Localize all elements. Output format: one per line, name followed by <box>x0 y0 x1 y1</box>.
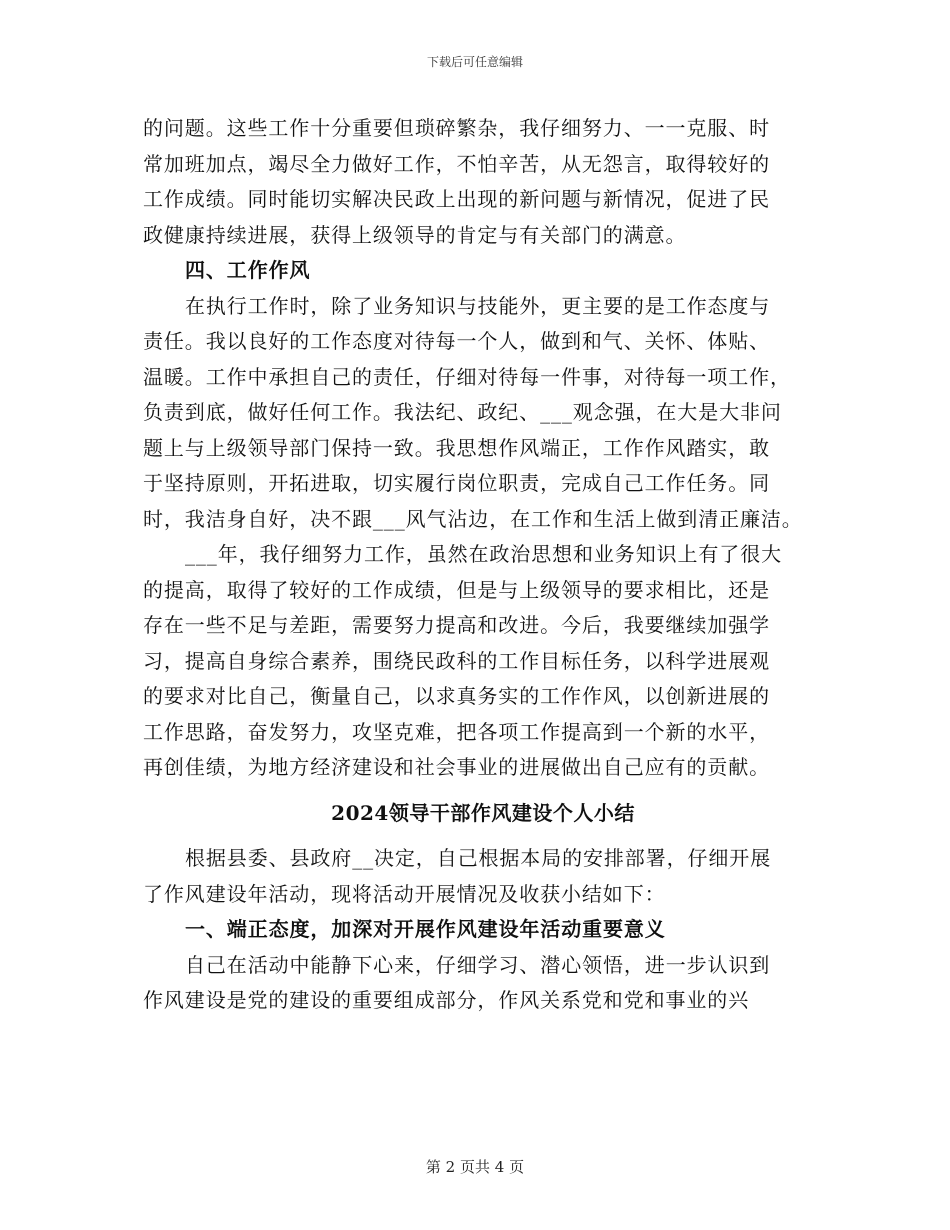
page-header-note: 下载后可任意编辑 <box>426 55 523 69</box>
paragraph-line: 负责到底，做好任何工作。我法纪、政纪、___观念强，在大是大非问 <box>143 400 782 424</box>
paragraph-line: 于坚持原则，开拓进取，切实履行岗位职责，完成自己工作任务。同 <box>143 471 770 495</box>
paragraph-line: 作风建设是党的建设的重要组成部分，作风关系党和党和事业的兴 <box>143 988 750 1012</box>
paragraph-line: 的问题。这些工作十分重要但琐碎繁杂，我仔细努力、一一克服、时 <box>143 116 770 140</box>
paragraph-line: 的提高，取得了较好的工作成绩，但是与上级领导的要求相比，还是 <box>143 577 770 602</box>
paragraph-line: 时，我洁身自好，决不跟___风气沾边，在工作和生活上做到清正廉洁。 <box>143 506 803 531</box>
paragraph-line: 在执行工作时，除了业务知识与技能外，更主要的是工作态度与 <box>185 293 771 318</box>
document-title: 2024领导干部作风建设个人小结 <box>331 800 635 825</box>
paragraph-line: 再创佳绩，为地方经济建设和社会事业的进展做出自己应有的贡献。 <box>143 755 770 779</box>
section-heading: 一、端正态度，加深对开展作风建设年活动重要意义 <box>185 917 666 941</box>
paragraph-line: 工作思路，奋发努力，攻坚克难，把各项工作提高到一个新的水平， <box>143 719 770 744</box>
paragraph-line: 的要求对比自己，衡量自己，以求真务实的工作作风，以创新进展的 <box>143 684 770 708</box>
paragraph-line: 根据县委、县政府__决定，自己根据本局的安排部署，仔细开展 <box>185 846 772 870</box>
spacer <box>143 831 823 841</box>
page-number: 第 2 页共 4 页 <box>425 1158 525 1176</box>
paragraph-line: 常加班加点，竭尽全力做好工作，不怕辛苦，从无怨言，取得较好的 <box>143 151 770 176</box>
paragraph-line: ___年，我仔细努力工作，虽然在政治思想和业务知识上有了很大 <box>185 542 782 566</box>
paragraph-line: 责任。我以良好的工作态度对待每一个人，做到和气、关怀、体贴、 <box>143 329 770 353</box>
paragraph-line: 自己在活动中能静下心来，仔细学习、潜心领悟，进一步认识到 <box>185 952 771 977</box>
paragraph-line: 工作成绩。同时能切实解决民政上出现的新问题与新情况，促进了民 <box>143 187 770 211</box>
paragraph-line: 习，提高自身综合素养，围绕民政科的工作目标任务，以科学进展观 <box>143 648 770 673</box>
paragraph-line: 温暖。工作中承担自己的责任，仔细对待每一件事，对待每一项工作， <box>143 364 791 389</box>
paragraph-line: 了作风建设年活动，现将活动开展情况及收获小结如下： <box>143 881 666 906</box>
paragraph-line: 存在一些不足与差距，需要努力提高和改进。今后，我要继续加强学 <box>143 613 770 637</box>
document-body <box>143 111 823 1019</box>
paragraph-line: 题上与上级领导部门保持一致。我思想作风端正，工作作风踏实，敢 <box>143 435 770 460</box>
paragraph-line: 政健康持续进展，获得上级领导的肯定与有关部门的满意。 <box>143 222 687 247</box>
section-heading: 四、工作作风 <box>185 258 311 282</box>
spacer <box>143 786 823 796</box>
